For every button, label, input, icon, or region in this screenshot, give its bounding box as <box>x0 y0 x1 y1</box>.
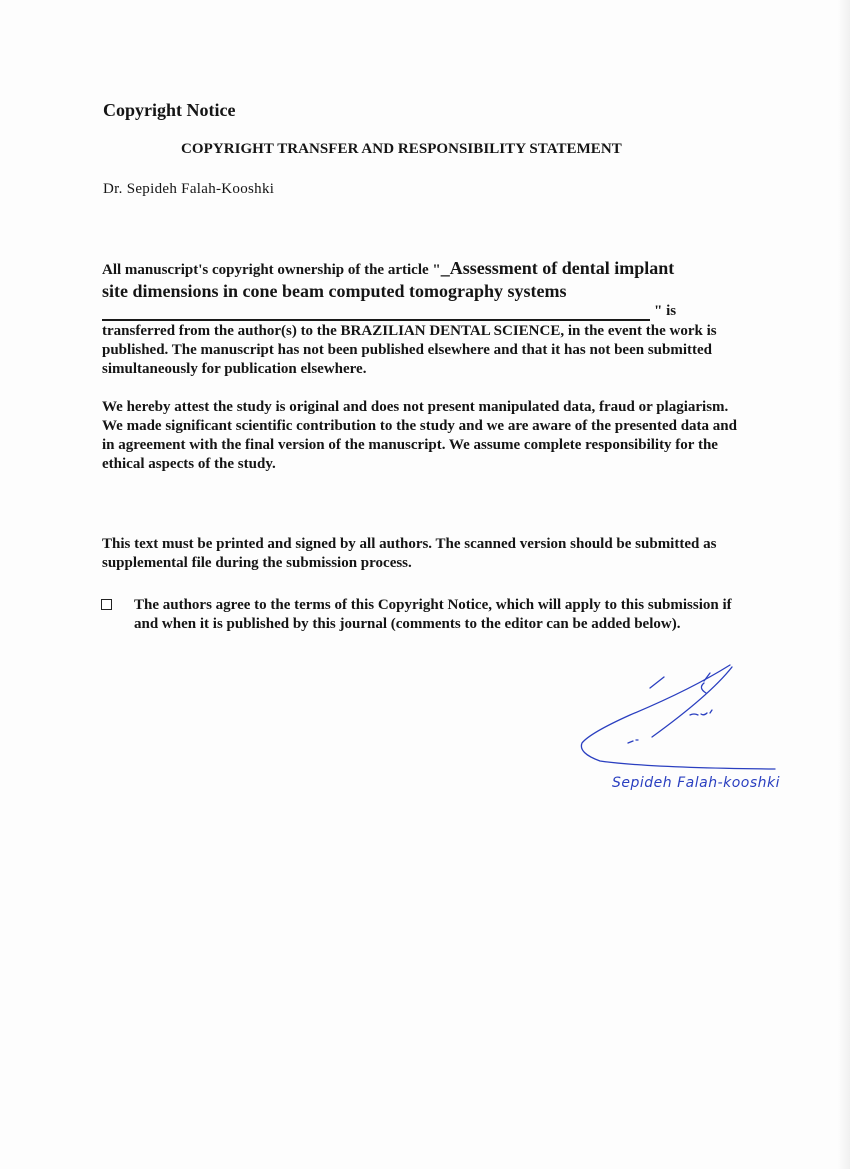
signature-stroke <box>690 710 712 715</box>
agreement-checkbox[interactable] <box>101 599 112 610</box>
title-underscore: _ <box>440 258 450 278</box>
lead-text: All manuscript's copyright ownership of the article " <box>102 262 441 278</box>
paragraph-attestation: We hereby attest the study is original and does not present manipulated data, fraud or plagiarism. We made significant scientific contribution to the study and we are aware of the presented data and in agreement with the final version of the manuscript. We assume complete responsibility for the ethical aspects of the study. <box>102 399 737 472</box>
article-title-line2: site dimensions in cone beam computed tomography systems <box>102 281 567 301</box>
statement-title: COPYRIGHT TRANSFER AND RESPONSIBILITY STATEMENT <box>181 141 622 157</box>
signature-stroke <box>650 677 664 688</box>
paragraph-transfer: transferred from the author(s) to the BRAZILIAN DENTAL SCIENCE, in the event the work is published. The manuscript has not been published elsewhere and that it has not been submitted simultaneously for publication elsewhere. <box>102 323 717 377</box>
article-title-line1: Assessment of dental implant <box>449 258 675 278</box>
signature-stroke <box>628 740 638 743</box>
agreement-text: The authors agree to the terms of this Copyright Notice, which will apply to this submission if and when it is published by this journal (comments to the editor can be added below). <box>134 597 732 632</box>
title-fill-line <box>102 319 650 321</box>
page-edge <box>838 0 850 1169</box>
paragraph-copyright-lead <box>102 259 742 280</box>
handwritten-signature <box>570 655 790 775</box>
author-name: Dr. Sepideh Falah-Kooshki <box>103 181 275 197</box>
closing-quote-is: " is <box>654 303 677 319</box>
signature-stroke <box>701 683 706 693</box>
signature-handwritten-name: Sepideh Falah-kooshki <box>612 775 781 791</box>
page-heading: Copyright Notice <box>103 100 236 120</box>
paragraph-instructions: This text must be printed and signed by all authors. The scanned version should be submitted as supplemental file during the submission process. <box>102 536 717 571</box>
